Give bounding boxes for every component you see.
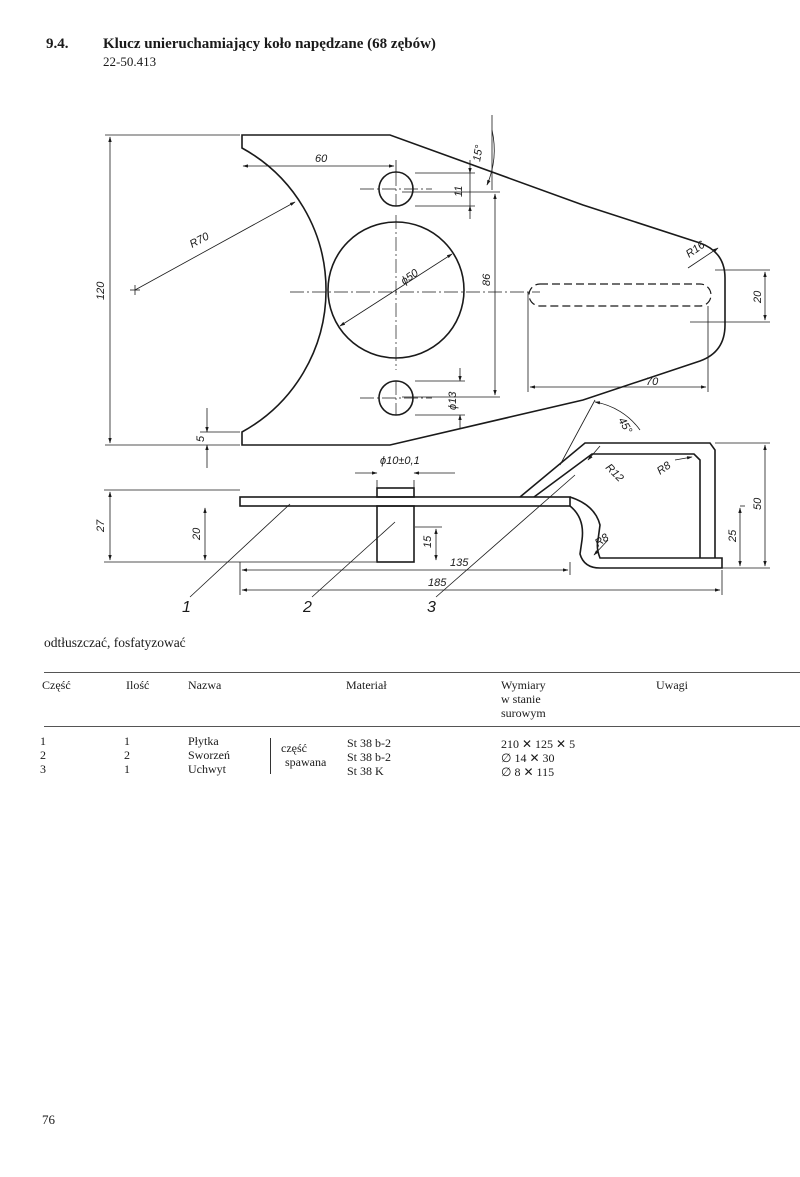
group-label-2: spawana xyxy=(285,755,327,769)
dim-50: 50 xyxy=(752,497,764,510)
plate-top-view xyxy=(242,135,725,445)
section-title: Klucz unieruchamiający koło napędzane (68 zębów) xyxy=(103,36,436,52)
col-header-qty: Ilość xyxy=(126,678,150,692)
dim-R8-bottom: R8 xyxy=(592,531,612,550)
col-header-dims: Wymiary w stanie surowym xyxy=(501,678,546,720)
row2-dims: ∅ 14 ✕ 30 xyxy=(501,751,555,765)
technical-drawing xyxy=(0,100,800,625)
dim-45deg: 45° xyxy=(615,415,635,436)
dim-20: 20 xyxy=(191,527,203,540)
dim-25: 25 xyxy=(727,529,739,542)
dim-120: 120 xyxy=(95,281,107,300)
dim-5: 5 xyxy=(195,435,207,442)
row3-dims: ∅ 8 ✕ 115 xyxy=(501,765,555,779)
dim-60: 60 xyxy=(315,153,328,165)
row3-part: 3 xyxy=(40,762,46,776)
col-header-part: Część xyxy=(42,678,71,692)
dim-R16: R16 xyxy=(683,239,708,261)
row3-material: St 38 K xyxy=(347,764,384,778)
dim-185: 185 xyxy=(428,577,447,589)
callout-3: 3 xyxy=(427,599,436,616)
table-top-rule xyxy=(44,672,800,673)
row2-part: 2 xyxy=(40,748,46,762)
dim-135: 135 xyxy=(450,557,469,569)
dim-70: 70 xyxy=(646,376,659,388)
section-number: 9.4. xyxy=(46,36,69,52)
group-brace xyxy=(270,738,275,774)
dim-86: 86 xyxy=(481,273,493,286)
col-header-name: Nazwa xyxy=(188,678,222,692)
page-number: 76 xyxy=(42,1112,55,1127)
dim-R8-top: R8 xyxy=(654,459,674,478)
drawing-code: 22-50.413 xyxy=(103,54,157,69)
row3-name: Uchwyt xyxy=(188,762,226,776)
dim-15: 15 xyxy=(422,535,434,548)
row2-material: St 38 b-2 xyxy=(347,750,392,764)
row2-name: Sworzeń xyxy=(188,748,230,762)
dim-27: 27 xyxy=(95,519,107,532)
row3-qty: 1 xyxy=(124,762,130,776)
row1-qty: 1 xyxy=(124,734,130,748)
dim-20-slot: 20 xyxy=(752,290,764,303)
callout-1: 1 xyxy=(182,599,191,616)
row2-qty: 2 xyxy=(124,748,130,762)
dim-R12: R12 xyxy=(602,461,626,485)
dim-phi10: ϕ10±0,1 xyxy=(380,455,420,467)
row1-dims: 210 ✕ 125 ✕ 5 xyxy=(501,737,576,751)
side-view xyxy=(240,443,722,568)
dim-phi13: ϕ13 xyxy=(447,391,459,410)
group-label-1: część xyxy=(281,741,307,755)
dim-R70: R70 xyxy=(187,230,212,251)
row1-material: St 38 b-2 xyxy=(347,736,392,750)
treatment-note: odtłuszczać, fosfatyzować xyxy=(44,635,186,650)
table-header-rule xyxy=(44,726,800,727)
callout-2: 2 xyxy=(303,599,312,616)
dim-11: 11 xyxy=(453,185,465,197)
dim-15deg: 15° xyxy=(471,144,486,163)
col-header-material: Materiał xyxy=(346,678,387,692)
row1-part: 1 xyxy=(40,734,46,748)
row1-name: Płytka xyxy=(188,734,219,748)
dim-phi50: ϕ50 xyxy=(398,267,421,288)
col-header-notes: Uwagi xyxy=(656,678,688,692)
